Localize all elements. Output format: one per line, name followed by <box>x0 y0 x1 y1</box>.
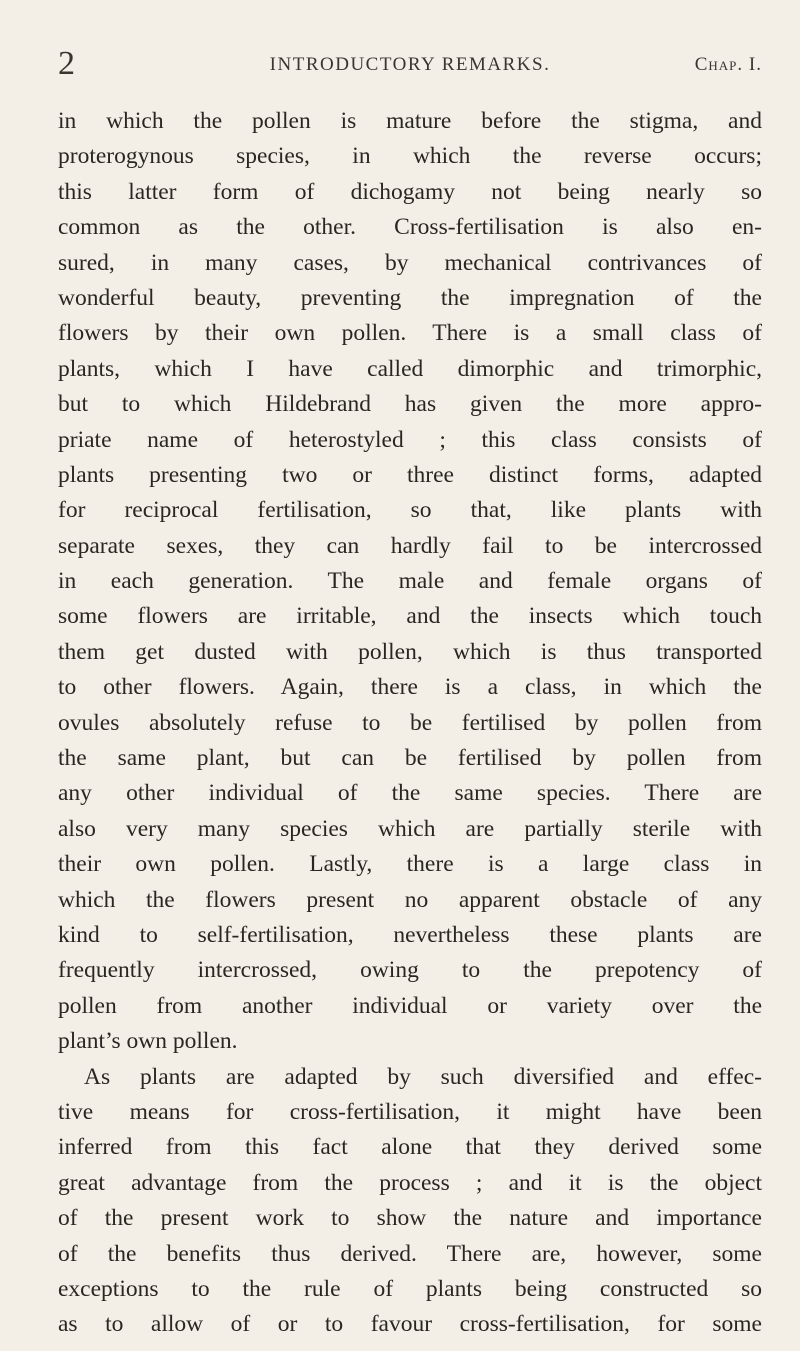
text-line: pollen from another individual or variety over the <box>58 992 762 1019</box>
text-line: exceptions to the rule of plants being constructed so <box>58 1275 762 1302</box>
text-line: this latter form of dichogamy not being nearly so <box>58 178 762 205</box>
text-line: inferred from this fact alone that they derived some <box>58 1134 762 1161</box>
text-line: plants, which I have called dimorphic and trimorphic, <box>58 355 762 382</box>
text-line: for reciprocal fertilisation, so that, like plants with <box>58 497 762 524</box>
text-line: plants presenting two or three distinct forms, adapted <box>58 461 762 488</box>
text-line: the same plant, but can be fertilised by pollen from <box>58 745 762 772</box>
running-title: INTRODUCTORY REMARKS. <box>269 54 551 75</box>
paragraph-end-line: plant’s own pollen. <box>58 1028 238 1055</box>
text-line: wonderful beauty, preventing the impregnation of the <box>58 284 762 311</box>
text-line: any other individual of the same species. There are <box>58 780 762 807</box>
page-header <box>58 46 762 82</box>
text-line: great advantage from the process ; and it is the object <box>58 1169 762 1196</box>
text-line: as to allow of or to favour cross-fertilisation, for some <box>58 1311 762 1338</box>
text-line: flowers by their own pollen. There is a small class of <box>58 320 762 347</box>
text-line: common as the other. Cross-fertilisation is also en- <box>58 214 762 241</box>
text-line: of the benefits thus derived. There are, however, some <box>58 1240 762 1267</box>
chapter-label: Chap. I. <box>694 54 762 75</box>
body-text <box>58 104 762 1343</box>
text-line: which the flowers present no apparent obstacle of any <box>58 886 762 913</box>
text-line: but to which Hildebrand has given the more appro- <box>58 391 762 418</box>
text-line: separate sexes, they can hardly fail to be intercrossed <box>58 532 762 559</box>
text-line: also very many species which are partially sterile with <box>58 815 762 842</box>
text-line: sured, in many cases, by mechanical contrivances of <box>58 249 762 276</box>
text-line: tive means for cross-fertilisation, it might have been <box>58 1098 762 1125</box>
text-line: of the present work to show the nature and importance <box>58 1205 762 1232</box>
paragraph-start-line: As plants are adapted by such diversified and effec- <box>84 1063 762 1090</box>
text-line: in each generation. The male and female organs of <box>58 568 762 595</box>
text-line: ovules absolutely refuse to be fertilised by pollen from <box>58 709 762 736</box>
text-line: proterogynous species, in which the reverse occurs; <box>58 143 762 170</box>
text-line: to other flowers. Again, there is a class, in which the <box>58 674 762 701</box>
text-line: them get dusted with pollen, which is thus transported <box>58 638 762 665</box>
text-line: some flowers are irritable, and the insects which touch <box>58 603 762 630</box>
text-line: in which the pollen is mature before the stigma, and <box>58 108 762 134</box>
text-line: their own pollen. Lastly, there is a large class in <box>58 851 762 878</box>
text-line: frequently intercrossed, owing to the prepotency of <box>58 957 762 984</box>
text-line: priate name of heterostyled ; this class consists of <box>58 426 762 453</box>
page-number: 2 <box>58 45 75 82</box>
text-line: kind to self-fertilisation, nevertheless these plants are <box>58 921 762 948</box>
